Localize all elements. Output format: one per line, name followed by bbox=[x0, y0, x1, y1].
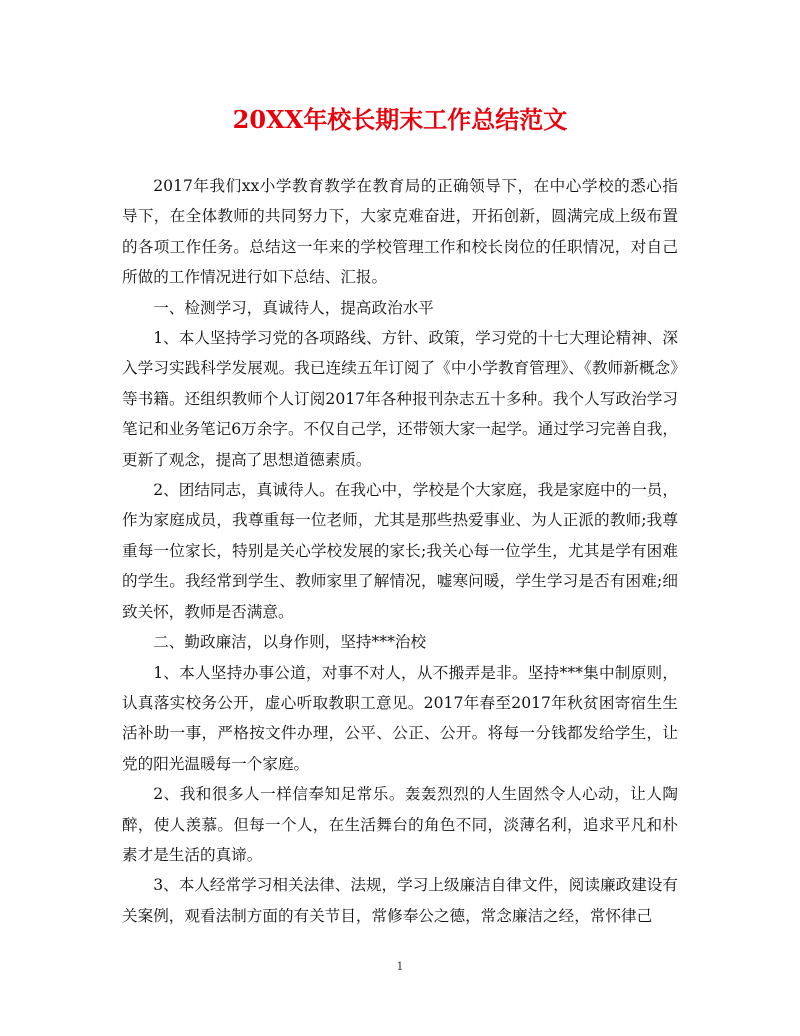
document-title: 20XX年校长期末工作总结范文 bbox=[232, 105, 568, 134]
paragraph-2-1: 1、本人坚持办事公道，对事不对人，从不搬弄是非。坚持***集中制原则，认真落实校务公开，虚心听取教职工意见。2017年春至2017年秋贫困寄宿生生活补助一事，严格按文件办理，公平、公正、公开。将每一分钱都发给学生，让党的阳光温暖每一个家庭。 bbox=[122, 663, 678, 773]
paragraph-1-1: 1、本人坚持学习党的各项路线、方针、政策，学习党的十七大理论精神、深入学习实践科学发展观。我已连续五年订阅了《中小学教育管理》、《教师新概念》等书籍。还组织教师个人订阅2017年各种报刊杂志五十多种。我个人写政治学习笔记和业务笔记6万余字。不仅自己学，还带领大家一起学。通过学习完善自我，更新了观念，提高了思想道德素质。 bbox=[122, 329, 678, 469]
section-heading-2: 二、勤政廉洁，以身作则，坚持***治校 bbox=[153, 633, 427, 652]
document-body bbox=[122, 171, 678, 931]
page-number: 1 bbox=[396, 960, 404, 973]
paragraph-1-2: 2、团结同志，真诚待人。在我心中，学校是个大家庭，我是家庭中的一员，作为家庭成员，我尊重每一位老师，尤其是那些热爱事业、为人正派的教师;我尊重每一位家长，特别是关心学校发展的家长;我关心每一位学生，尤其是学有困难的学生。我经常到学生、教师家里了解情况，嘘寒问暖，学生学习是否有困难;细致关怀，教师是否满意。 bbox=[122, 481, 678, 621]
paragraph-2-2: 2、我和很多人一样信奉知足常乐。轰轰烈烈的人生固然令人心动，让人陶醉，使人羡慕。但每一个人，在生活舞台的角色不同，淡薄名利，追求平凡和朴素才是生活的真谛。 bbox=[122, 785, 678, 864]
paragraph-2-3: 3、本人经常学习相关法律、法规，学习上级廉洁自律文件，阅读廉政建设有关案例，观看法制方面的有关节目，常修奉公之德，常念廉洁之经，常怀律己 bbox=[122, 876, 678, 925]
section-heading-1: 一、检测学习，真诚待人，提高政治水平 bbox=[153, 298, 434, 317]
paragraph-intro: 2017年我们xx小学教育教学在教育局的正确领导下，在中心学校的悉心指导下，在全体教师的共同努力下，大家克难奋进，开拓创新，圆满完成上级布置的各项工作任务。总结这一年来的学校管理工作和校长岗位的任职情况，对自己所做的工作情况进行如下总结、汇报。 bbox=[122, 177, 678, 287]
